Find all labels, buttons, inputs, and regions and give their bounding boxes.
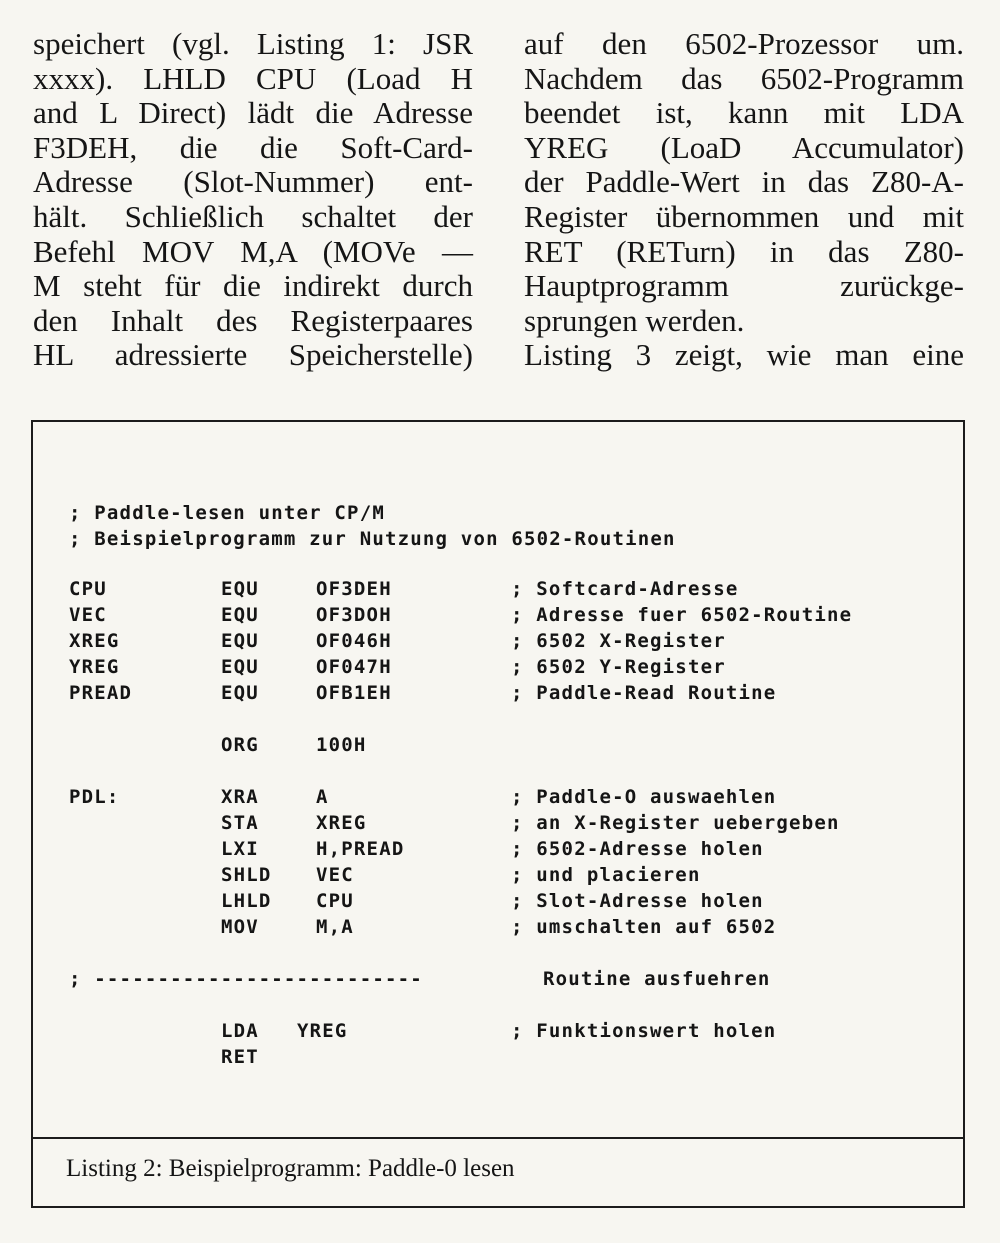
code-label: PDL: [69, 786, 120, 808]
code-comment: ; 6502-Adresse holen [511, 838, 764, 860]
code-opcode: ORG [221, 734, 259, 756]
text-line: speichert (vgl. Listing 1: JSR [33, 26, 473, 61]
code-opcode: LHLD [221, 890, 272, 912]
code-label: XREG [69, 630, 120, 652]
code-opcode: EQU [221, 630, 259, 652]
code-separator-label: Routine ausfuehren [543, 968, 771, 990]
text-line: den Inhalt des Registerpaares [33, 302, 473, 338]
code-label: VEC [69, 604, 107, 626]
code-opcode: EQU [221, 656, 259, 678]
code-comment-header: ; Paddle-lesen unter CP/M [69, 502, 385, 524]
code-operand: M,A [316, 916, 354, 938]
code-operand: H,PREAD [316, 838, 405, 860]
code-opcode: MOV [221, 916, 259, 938]
text-line: Befehl MOV M,A (MOVe — [33, 233, 473, 269]
code-comment: ; Funktionswert holen [511, 1020, 777, 1042]
code-comment: ; 6502 Y-Register [511, 656, 726, 678]
code-operand: OF046H [316, 630, 392, 652]
code-separator: ; -------------------------- [69, 968, 423, 990]
code-label: CPU [69, 578, 107, 600]
code-operand: OF3DOH [316, 604, 392, 626]
code-comment: ; Softcard-Adresse [511, 578, 739, 600]
code-operand: VEC [316, 864, 354, 886]
code-comment: ; Adresse fuer 6502-Routine [511, 604, 853, 626]
text-line: xxxx). LHLD CPU (Load H [33, 60, 473, 96]
code-comment: ; Paddle-Read Routine [511, 682, 777, 704]
code-label: YREG [69, 656, 120, 678]
text-line: Nachdem das 6502-Programm [524, 60, 964, 96]
code-opcode: STA [221, 812, 259, 834]
listing-caption: Listing 2: Beispielprogramm: Paddle-0 lesen [66, 1155, 515, 1182]
text-line: RET (RETurn) in das Z80- [524, 233, 964, 269]
code-opcode: LDA [221, 1020, 259, 1042]
code-opcode: SHLD [221, 864, 272, 886]
text-line: der Paddle-Wert in das Z80-A- [524, 164, 964, 200]
caption-divider [33, 1137, 963, 1139]
text-line: auf den 6502-Prozessor um. [524, 26, 964, 61]
text-line: HL adressierte Speicherstelle) [33, 337, 473, 373]
code-operand: OFB1EH [316, 682, 392, 704]
text-line: and L Direct) lädt die Adresse [33, 95, 473, 131]
code-comment-header: ; Beispielprogramm zur Nutzung von 6502-Routinen [69, 528, 676, 550]
article-right-column [524, 27, 964, 373]
code-operand: A [316, 786, 329, 808]
code-comment: ; umschalten auf 6502 [511, 916, 777, 938]
text-line: Listing 3 zeigt, wie man eine [524, 337, 964, 373]
code-label: PREAD [69, 682, 133, 704]
code-comment: ; und placieren [511, 864, 701, 886]
code-opcode: LXI [221, 838, 259, 860]
code-opcode: EQU [221, 604, 259, 626]
code-operand: YREG [297, 1020, 348, 1042]
code-comment: ; 6502 X-Register [511, 630, 726, 652]
code-opcode: XRA [221, 786, 259, 808]
code-operand: OF3DEH [316, 578, 392, 600]
code-operand: 100H [316, 734, 367, 756]
text-line: Register übernommen und mit [524, 198, 964, 234]
code-listing [33, 422, 963, 1137]
text-line: YREG (LoaD Accumulator) [524, 129, 964, 165]
text-line: Hauptprogramm zurückge- [524, 268, 964, 304]
code-comment: ; Slot-Adresse holen [511, 890, 764, 912]
text-line: Adresse (Slot-Nummer) ent- [33, 164, 473, 200]
text-line: M steht für die indirekt durch [33, 268, 473, 304]
code-operand: CPU [316, 890, 354, 912]
code-opcode: EQU [221, 578, 259, 600]
text-line: sprungen werden. [524, 302, 745, 338]
text-line: F3DEH, die die Soft-Card- [33, 129, 473, 165]
text-line: hält. Schließlich schaltet der [33, 198, 473, 234]
text-line: beendet ist, kann mit LDA [524, 95, 964, 131]
listing-box [31, 420, 965, 1208]
article-left-column [33, 27, 473, 373]
code-opcode: EQU [221, 682, 259, 704]
code-operand: OF047H [316, 656, 392, 678]
code-operand: XREG [316, 812, 367, 834]
code-comment: ; an X-Register uebergeben [511, 812, 840, 834]
code-comment: ; Paddle-O auswaehlen [511, 786, 777, 808]
code-opcode: RET [221, 1046, 259, 1068]
